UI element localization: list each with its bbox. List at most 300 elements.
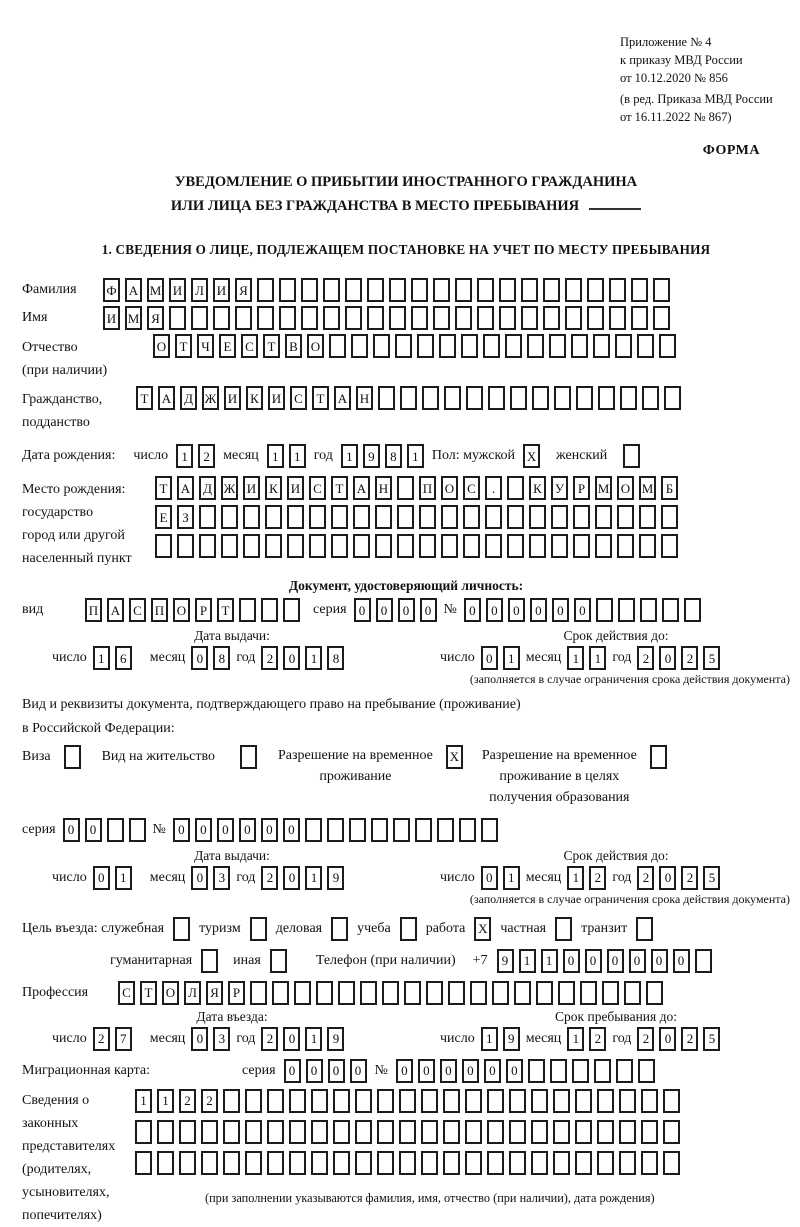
char-box[interactable] [595,534,612,558]
char-box[interactable]: 7 [115,1027,132,1051]
char-box[interactable] [624,981,641,1005]
char-box[interactable]: И [224,386,241,410]
char-box[interactable]: М [147,278,164,302]
char-box[interactable] [507,476,524,500]
char-box[interactable] [309,534,326,558]
char-box[interactable] [609,306,626,330]
char-box[interactable] [433,278,450,302]
char-box[interactable] [514,981,531,1005]
char-box[interactable]: 0 [481,646,498,670]
char-box[interactable]: Т [263,334,280,358]
char-box[interactable] [593,334,610,358]
char-box[interactable]: С [463,476,480,500]
char-box[interactable] [250,981,267,1005]
char-box[interactable] [619,1089,636,1113]
char-box[interactable] [663,1089,680,1113]
char-box[interactable] [389,306,406,330]
char-box[interactable] [360,981,377,1005]
char-box[interactable] [587,278,604,302]
char-box[interactable] [223,1089,240,1113]
char-box[interactable]: С [241,334,258,358]
char-box[interactable] [355,1120,372,1144]
char-box[interactable] [355,1151,372,1175]
char-box[interactable]: 2 [589,1027,606,1051]
char-box[interactable] [459,818,476,842]
char-box[interactable]: В [285,334,302,358]
char-box[interactable]: Т [175,334,192,358]
char-box[interactable] [267,1120,284,1144]
char-box[interactable]: 1 [176,444,193,468]
char-box[interactable] [421,1120,438,1144]
char-box[interactable]: 0 [418,1059,435,1083]
char-box[interactable] [509,1151,526,1175]
char-box[interactable]: Ч [197,334,214,358]
char-box[interactable] [521,306,538,330]
char-box[interactable]: 0 [191,646,208,670]
char-box[interactable]: Т [217,598,234,622]
char-box[interactable]: 0 [283,1027,300,1051]
char-box[interactable]: 0 [651,949,668,973]
char-box[interactable]: 0 [486,598,503,622]
char-box[interactable] [279,278,296,302]
char-box[interactable]: 0 [673,949,690,973]
char-box[interactable] [664,386,681,410]
char-box[interactable]: А [107,598,124,622]
char-box[interactable] [463,505,480,529]
char-box[interactable]: 5 [703,866,720,890]
char-box[interactable]: 0 [376,598,393,622]
char-box[interactable]: К [246,386,263,410]
char-box[interactable] [351,334,368,358]
char-box[interactable]: Е [219,334,236,358]
char-box[interactable] [311,1120,328,1144]
char-box[interactable]: 2 [681,1027,698,1051]
char-box[interactable]: С [129,598,146,622]
char-box[interactable] [580,981,597,1005]
char-box[interactable] [617,505,634,529]
char-box[interactable] [257,306,274,330]
char-box[interactable] [287,534,304,558]
char-box[interactable] [345,306,362,330]
char-box[interactable] [461,334,478,358]
char-box[interactable] [301,278,318,302]
char-box[interactable] [609,278,626,302]
char-box[interactable] [349,818,366,842]
char-box[interactable]: 0 [306,1059,323,1083]
char-box[interactable] [333,1151,350,1175]
char-box[interactable] [553,1089,570,1113]
char-box[interactable] [235,306,252,330]
char-box[interactable]: 0 [191,866,208,890]
char-box[interactable]: О [307,334,324,358]
char-box[interactable] [245,1151,262,1175]
char-box[interactable] [549,334,566,358]
char-box[interactable] [417,334,434,358]
char-box[interactable] [575,1089,592,1113]
char-box[interactable] [157,1120,174,1144]
char-box[interactable] [179,1151,196,1175]
char-box[interactable] [487,1120,504,1144]
char-box[interactable] [639,505,656,529]
char-box[interactable]: Ж [221,476,238,500]
char-box[interactable] [587,306,604,330]
char-box[interactable]: Ф [103,278,120,302]
char-box[interactable]: 0 [63,818,80,842]
char-box[interactable] [221,534,238,558]
char-box[interactable]: 3 [213,866,230,890]
char-box[interactable] [393,818,410,842]
char-box[interactable] [221,505,238,529]
char-box[interactable] [597,1151,614,1175]
char-box[interactable] [551,534,568,558]
char-box[interactable]: 2 [261,866,278,890]
char-box[interactable] [338,981,355,1005]
char-box[interactable]: 0 [464,598,481,622]
char-box[interactable] [617,534,634,558]
char-box[interactable]: 0 [173,818,190,842]
char-box[interactable] [240,745,257,769]
char-box[interactable]: А [353,476,370,500]
char-box[interactable]: 3 [213,1027,230,1051]
char-box[interactable]: 9 [327,866,344,890]
char-box[interactable] [397,476,414,500]
char-box[interactable]: С [290,386,307,410]
char-box[interactable] [173,917,190,941]
char-box[interactable]: 0 [283,646,300,670]
char-box[interactable] [499,278,516,302]
char-box[interactable] [243,505,260,529]
char-box[interactable]: 2 [201,1089,218,1113]
char-box[interactable]: Р [228,981,245,1005]
char-box[interactable] [639,534,656,558]
char-box[interactable] [663,1151,680,1175]
char-box[interactable]: 0 [85,818,102,842]
char-box[interactable] [371,818,388,842]
char-box[interactable]: Р [573,476,590,500]
char-box[interactable]: Ж [202,386,219,410]
char-box[interactable] [619,1151,636,1175]
char-box[interactable] [287,505,304,529]
char-box[interactable]: 8 [327,646,344,670]
char-box[interactable] [177,534,194,558]
char-box[interactable]: 1 [567,646,584,670]
char-box[interactable] [437,818,454,842]
char-box[interactable]: 1 [567,866,584,890]
char-box[interactable]: М [639,476,656,500]
char-box[interactable]: 5 [703,646,720,670]
char-box[interactable]: 2 [681,646,698,670]
char-box[interactable] [571,334,588,358]
char-box[interactable]: П [419,476,436,500]
char-box[interactable] [404,981,421,1005]
char-box[interactable]: 5 [703,1027,720,1051]
char-box[interactable] [550,1059,567,1083]
char-box[interactable] [616,1059,633,1083]
char-box[interactable]: 1 [503,866,520,890]
char-box[interactable] [662,598,679,622]
char-box[interactable] [333,1089,350,1113]
char-box[interactable] [377,1089,394,1113]
char-box[interactable] [642,386,659,410]
char-box[interactable] [597,1089,614,1113]
char-box[interactable]: К [529,476,546,500]
char-box[interactable]: С [118,981,135,1005]
char-box[interactable]: Т [155,476,172,500]
char-box[interactable] [316,981,333,1005]
char-box[interactable]: 0 [93,866,110,890]
char-box[interactable]: 1 [589,646,606,670]
char-box[interactable] [419,505,436,529]
char-box[interactable]: 0 [659,646,676,670]
char-box[interactable]: 0 [350,1059,367,1083]
char-box[interactable]: Л [184,981,201,1005]
char-box[interactable] [543,306,560,330]
char-box[interactable] [201,1151,218,1175]
char-box[interactable] [595,505,612,529]
char-box[interactable] [509,1089,526,1113]
char-box[interactable]: 0 [217,818,234,842]
char-box[interactable] [441,505,458,529]
char-box[interactable] [245,1120,262,1144]
char-box[interactable] [382,981,399,1005]
char-box[interactable]: 8 [213,646,230,670]
char-box[interactable] [331,505,348,529]
char-box[interactable] [265,505,282,529]
char-box[interactable] [389,278,406,302]
char-box[interactable] [155,534,172,558]
char-box[interactable] [661,534,678,558]
char-box[interactable]: И [268,386,285,410]
char-box[interactable]: 2 [637,1027,654,1051]
char-box[interactable] [443,1120,460,1144]
char-box[interactable]: 1 [541,949,558,973]
char-box[interactable] [565,278,582,302]
char-box[interactable] [289,1151,306,1175]
char-box[interactable]: И [243,476,260,500]
char-box[interactable]: У [551,476,568,500]
char-box[interactable] [465,1089,482,1113]
char-box[interactable]: 0 [563,949,580,973]
char-box[interactable] [455,306,472,330]
char-box[interactable] [433,306,450,330]
char-box[interactable]: С [309,476,326,500]
char-box[interactable]: И [213,278,230,302]
char-box[interactable] [487,1151,504,1175]
char-box[interactable]: 1 [503,646,520,670]
char-box[interactable]: А [177,476,194,500]
char-box[interactable] [575,1120,592,1144]
char-box[interactable] [536,981,553,1005]
char-box[interactable]: О [173,598,190,622]
char-box[interactable]: Я [206,981,223,1005]
char-box[interactable]: 2 [198,444,215,468]
char-box[interactable]: О [617,476,634,500]
char-box[interactable] [201,1120,218,1144]
char-box[interactable] [270,949,287,973]
char-box[interactable] [653,306,670,330]
char-box[interactable]: Я [235,278,252,302]
char-box[interactable]: О [162,981,179,1005]
char-box[interactable] [618,598,635,622]
char-box[interactable] [261,598,278,622]
char-box[interactable]: 2 [637,866,654,890]
char-box[interactable] [641,1120,658,1144]
char-box[interactable] [597,1120,614,1144]
char-box[interactable] [272,981,289,1005]
char-box[interactable] [199,505,216,529]
char-box[interactable] [684,598,701,622]
char-box[interactable] [135,1120,152,1144]
char-box[interactable]: А [158,386,175,410]
char-box[interactable] [421,1151,438,1175]
char-box[interactable] [283,598,300,622]
char-box[interactable]: Д [199,476,216,500]
char-box[interactable]: Т [312,386,329,410]
char-box[interactable] [661,505,678,529]
char-box[interactable] [331,917,348,941]
char-box[interactable]: 0 [239,818,256,842]
char-box[interactable] [448,981,465,1005]
char-box[interactable]: 9 [327,1027,344,1051]
char-box[interactable]: 0 [420,598,437,622]
char-box[interactable] [509,1120,526,1144]
char-box[interactable] [477,306,494,330]
char-box[interactable]: 1 [519,949,536,973]
char-box[interactable]: М [595,476,612,500]
char-box[interactable] [199,534,216,558]
char-box[interactable]: 0 [462,1059,479,1083]
char-box[interactable] [481,818,498,842]
char-box[interactable]: 2 [179,1089,196,1113]
char-box[interactable]: 1 [481,1027,498,1051]
char-box[interactable] [399,1089,416,1113]
char-box[interactable]: А [125,278,142,302]
char-box[interactable] [596,598,613,622]
char-box[interactable] [598,386,615,410]
char-box[interactable] [620,386,637,410]
char-box[interactable]: 1 [135,1089,152,1113]
char-box[interactable] [305,818,322,842]
char-box[interactable] [367,278,384,302]
char-box[interactable] [223,1120,240,1144]
char-box[interactable] [485,505,502,529]
char-box[interactable] [492,981,509,1005]
char-box[interactable]: Р [195,598,212,622]
char-box[interactable]: Л [191,278,208,302]
char-box[interactable] [650,745,667,769]
char-box[interactable]: 0 [585,949,602,973]
char-box[interactable] [573,505,590,529]
char-box[interactable] [377,1120,394,1144]
char-box[interactable] [510,386,527,410]
char-box[interactable]: О [441,476,458,500]
char-box[interactable]: 1 [305,1027,322,1051]
char-box[interactable] [631,306,648,330]
char-box[interactable] [455,278,472,302]
char-box[interactable] [507,534,524,558]
char-box[interactable]: 1 [157,1089,174,1113]
char-box[interactable]: 2 [589,866,606,890]
char-box[interactable] [558,981,575,1005]
char-box[interactable] [529,505,546,529]
char-box[interactable] [201,949,218,973]
char-box[interactable]: 0 [659,1027,676,1051]
char-box[interactable]: 1 [305,866,322,890]
char-box[interactable] [289,1120,306,1144]
char-box[interactable]: 0 [195,818,212,842]
char-box[interactable] [267,1089,284,1113]
char-box[interactable] [553,1151,570,1175]
char-box[interactable] [521,278,538,302]
char-box[interactable]: 1 [407,444,424,468]
char-box[interactable] [399,1151,416,1175]
char-box[interactable] [367,306,384,330]
char-box[interactable] [602,981,619,1005]
char-box[interactable] [466,386,483,410]
char-box[interactable] [213,306,230,330]
char-box[interactable]: 0 [574,598,591,622]
char-box[interactable] [400,917,417,941]
char-box[interactable] [594,1059,611,1083]
char-box[interactable] [485,534,502,558]
char-box[interactable] [333,1120,350,1144]
char-box[interactable] [169,306,186,330]
char-box[interactable] [443,1151,460,1175]
char-box[interactable] [375,505,392,529]
char-box[interactable] [267,1151,284,1175]
char-box[interactable] [555,917,572,941]
char-box[interactable]: 0 [552,598,569,622]
char-box[interactable] [528,1059,545,1083]
char-box[interactable]: Д [180,386,197,410]
char-box[interactable] [411,306,428,330]
char-box[interactable] [463,534,480,558]
char-box[interactable]: 6 [115,646,132,670]
char-box[interactable] [695,949,712,973]
char-box[interactable] [470,981,487,1005]
char-box[interactable]: X [474,917,491,941]
char-box[interactable]: 0 [354,598,371,622]
char-box[interactable] [465,1151,482,1175]
char-box[interactable] [631,278,648,302]
char-box[interactable] [619,1120,636,1144]
char-box[interactable] [543,278,560,302]
char-box[interactable] [239,598,256,622]
char-box[interactable] [641,1089,658,1113]
char-box[interactable] [487,1089,504,1113]
char-box[interactable] [64,745,81,769]
char-box[interactable]: 2 [637,646,654,670]
char-box[interactable] [245,1089,262,1113]
char-box[interactable]: 0 [484,1059,501,1083]
char-box[interactable] [419,534,436,558]
char-box[interactable] [636,917,653,941]
char-box[interactable]: О [153,334,170,358]
char-box[interactable] [243,534,260,558]
char-box[interactable] [653,278,670,302]
char-box[interactable] [378,386,395,410]
char-box[interactable]: 1 [341,444,358,468]
char-box[interactable]: 9 [503,1027,520,1051]
char-box[interactable]: 0 [284,1059,301,1083]
char-box[interactable]: 1 [115,866,132,890]
char-box[interactable] [311,1151,328,1175]
char-box[interactable]: 2 [93,1027,110,1051]
char-box[interactable] [507,505,524,529]
char-box[interactable] [426,981,443,1005]
char-box[interactable]: М [125,306,142,330]
char-box[interactable] [289,1089,306,1113]
